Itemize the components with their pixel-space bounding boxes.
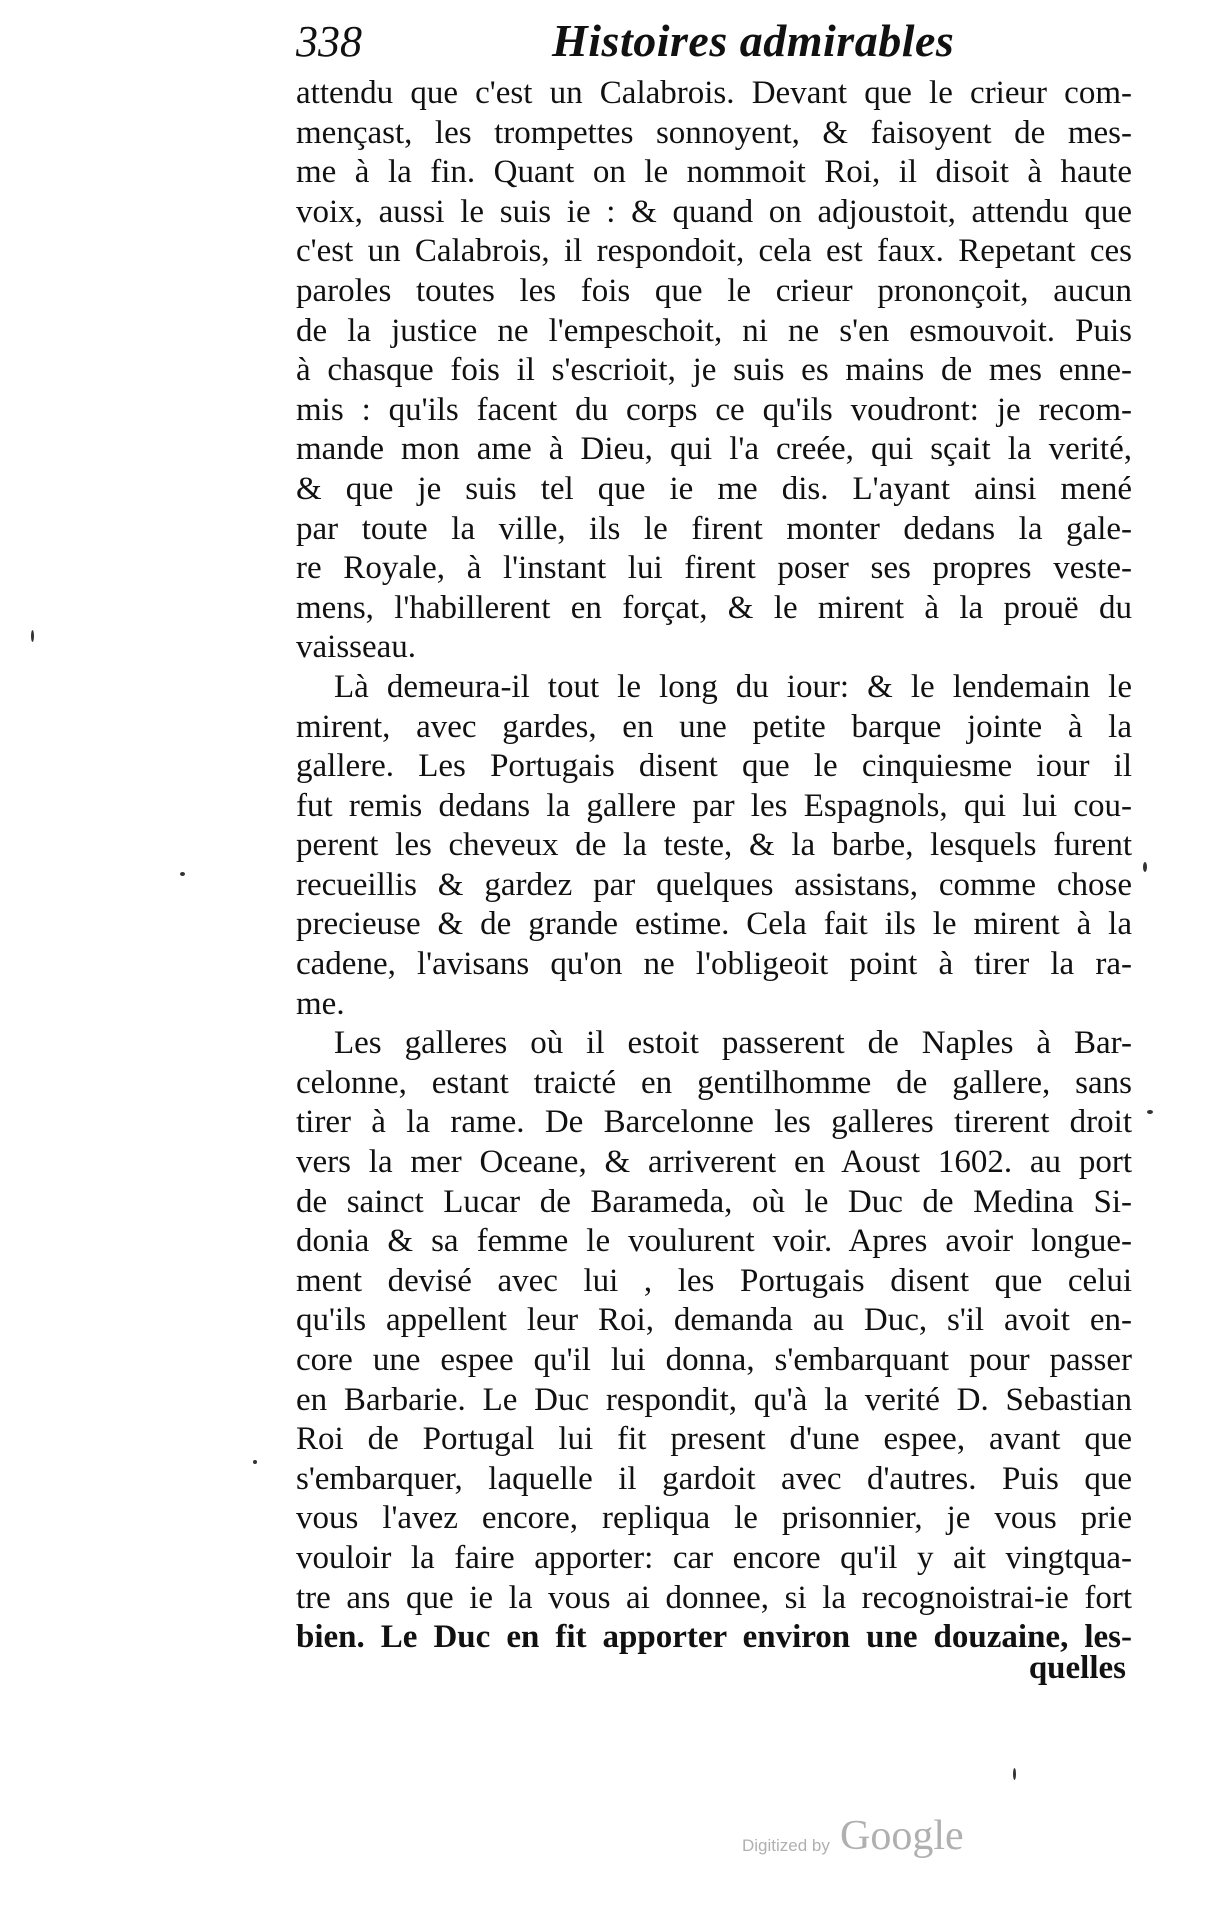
digitization-watermark: [742, 1812, 1002, 1862]
body-text: [296, 74, 1132, 1658]
text-line: celonne, estant traicté en gentilhomme de gallere, sans: [296, 1064, 1132, 1101]
text-line: paroles toutes les fois que le crieur prononçoit, aucun: [296, 272, 1132, 309]
scan-speck: [1147, 1110, 1153, 1114]
text-line: perent les cheveux de la teste, & la barbe, lesquels furent: [296, 827, 1132, 864]
text-line: qu'ils appellent leur Roi, demanda au Duc, s'il avoit en-: [296, 1302, 1132, 1339]
text-line: tre ans que ie la vous ai donnee, si la recognoistrai-ie fort: [296, 1579, 1132, 1616]
scan-speck: [1013, 1768, 1016, 1780]
text-line: tirer à la rame. De Barcelonne les galleres tirerent droit: [296, 1104, 1132, 1141]
text-line: mis : qu'ils facent du corps ce qu'ils voudront: je recom-: [296, 391, 1132, 428]
text-line: mens, l'habillerent en forçat, & le mirent à la prouë du: [296, 589, 1132, 626]
scan-speck: [253, 1460, 257, 1464]
text-line: precieuse & de grande estime. Cela fait ils le mirent à la: [296, 906, 1132, 943]
text-line: vous l'avez encore, repliqua le prisonnier, je vous prie: [296, 1500, 1132, 1537]
text-line: gallere. Les Portugais disent que le cinquiesme iour il: [296, 748, 1132, 785]
text-line: core une espee qu'il lui donna, s'embarquant pour passer: [296, 1342, 1132, 1378]
text-line: & que je suis tel que ie me dis. L'ayant ainsi mené: [296, 470, 1132, 507]
text-line: fut remis dedans la gallere par les Espagnols, qui lui cou-: [296, 787, 1132, 824]
text-line: bien. Le Duc en fit apporter environ une douzaine, les-: [296, 1619, 1132, 1656]
text-line: par toute la ville, ils le firent monter dedans la gale-: [296, 510, 1132, 547]
running-title: Histoires admirables: [552, 15, 955, 66]
text-line: me à la fin. Quant on le nommoit Roi, il disoit à haute: [296, 154, 1132, 191]
scan-speck: [31, 630, 34, 642]
page-number: 338: [296, 17, 362, 66]
text-line: cadene, l'avisans qu'on ne l'obligeoit point à tirer la ra-: [296, 946, 1132, 983]
text-line: recueillis & gardez par quelques assistans, comme chose: [296, 866, 1132, 903]
text-line: de la justice ne l'empeschoit, ni ne s'en esmouvoit. Puis: [296, 312, 1132, 349]
text-line: vouloir la faire apporter: car encore qu'il y ait vingtqua-: [296, 1539, 1132, 1576]
text-line: vers la mer Oceane, & arriverent en Aoust 1602. au port: [296, 1144, 1132, 1181]
text-line: attendu que c'est un Calabrois. Devant que le crieur com-: [296, 75, 1132, 111]
text-line: mirent, avec gardes, en une petite barque jointe à la: [296, 708, 1132, 745]
scan-speck: [180, 872, 185, 876]
text-line: vaisseau.: [296, 629, 417, 666]
catchword: quelles: [1028, 1650, 1126, 1686]
text-line: c'est un Calabrois, il respondoit, cela est faux. Repetant ces: [296, 233, 1132, 270]
paragraph-start-line: Les galleres où il estoit passerent de Naples à Bar-: [334, 1025, 1132, 1062]
paragraph-start-line: Là demeura-il tout le long du iour: & le lendemain le: [334, 668, 1132, 705]
text-line: ment devisé avec lui , les Portugais disent que celui: [296, 1262, 1132, 1299]
text-line: re Royale, à l'instant lui firent poser ses propres veste-: [296, 550, 1132, 587]
google-logo: Google: [840, 1813, 964, 1859]
page-header: [296, 14, 1136, 74]
text-line: voix, aussi le suis ie : & quand on adjoustoit, attendu que: [296, 193, 1132, 230]
watermark-prefix: Digitized by: [742, 1836, 830, 1855]
text-line: mençast, les trompettes sonnoyent, & faisoyent de mes-: [296, 114, 1132, 151]
text-line: s'embarquer, laquelle il gardoit avec d'autres. Puis que: [296, 1460, 1132, 1497]
text-line: de sainct Lucar de Barameda, où le Duc de Medina Si-: [296, 1183, 1132, 1220]
text-line: mande mon ame à Dieu, qui l'a creée, qui sçait la verité,: [296, 431, 1132, 468]
text-line: à chasque fois il s'escrioit, je suis es mains de mes enne-: [296, 352, 1132, 389]
text-line: en Barbarie. Le Duc respondit, qu'à la verité D. Sebastian: [296, 1381, 1132, 1418]
text-line: me.: [296, 985, 345, 1022]
text-line: Roi de Portugal lui fit present d'une espee, avant que: [296, 1421, 1132, 1458]
text-line: donia & sa femme le voulurent voir. Apres avoir longue-: [296, 1223, 1132, 1260]
scan-speck: [1143, 862, 1147, 872]
